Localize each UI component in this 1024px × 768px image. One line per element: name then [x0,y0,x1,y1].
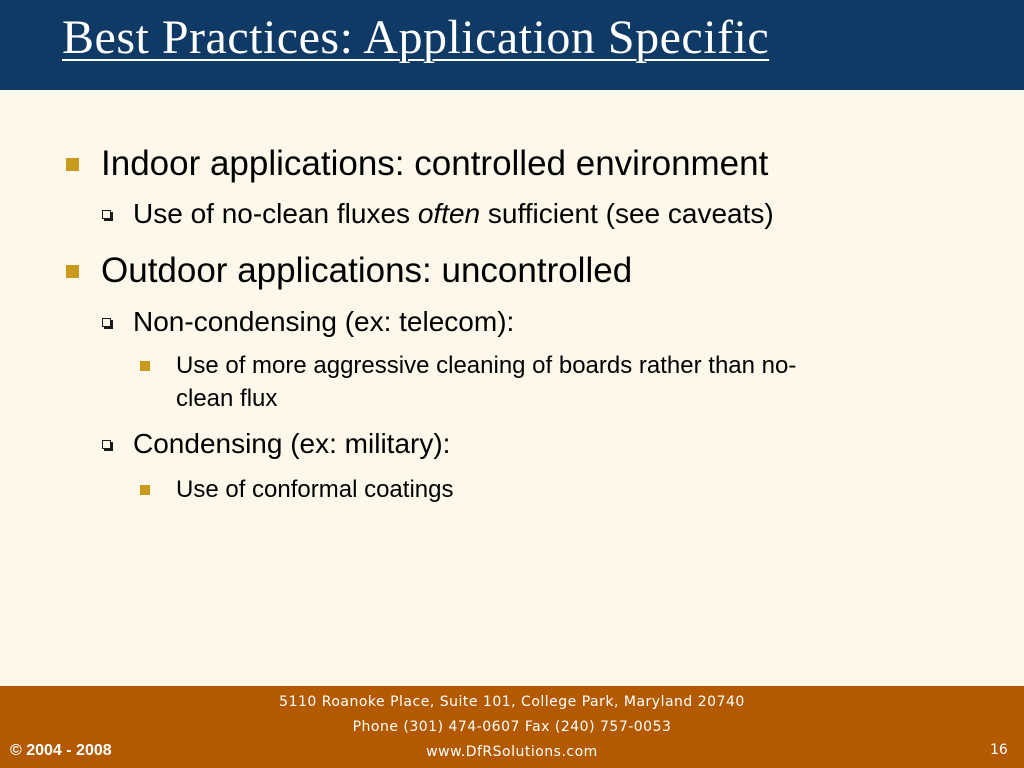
square-bullet-icon [140,361,150,371]
sub-sub-bullet-text: Use of conformal coatings [176,476,454,503]
text-part: sufficient (see caveats) [480,198,774,229]
bullet-text: Indoor applications: controlled environment [101,144,769,183]
box-bullet-icon [102,440,111,449]
sub-bullet-text: Condensing (ex: military): [133,428,451,459]
sub-sub-bullet-coatings [140,473,453,506]
sub-bullet-text: Non-condensing (ex: telecom): [133,306,515,337]
square-bullet-icon [66,158,79,171]
page-number: 16 [990,742,1008,758]
box-bullet-icon [102,318,111,327]
footer-phone: Phone (301) 474-0607 Fax (240) 757-0053 [352,719,672,735]
square-bullet-icon [140,485,150,495]
sub-bullet-condensing [102,427,450,461]
bullet-outdoor [66,251,632,291]
text-line: Use of more aggressive cleaning of boards rather than no- [176,352,797,379]
bullet-text: Outdoor applications: uncontrolled [101,251,633,290]
sub-bullet-non-condensing [102,305,514,339]
copyright-text: © 2004 - 2008 [10,742,112,759]
title-bar [0,0,1024,90]
square-bullet-icon [66,265,79,278]
text-part: Use of no-clean fluxes [133,198,418,229]
box-bullet-icon [102,210,111,219]
slide-title: Best Practices: Application Specific [62,11,770,64]
footer-website: www.DfRSolutions.com [426,744,598,760]
bullet-indoor [66,144,768,184]
emphasis-text: often [417,198,481,229]
sub-sub-bullet-cleaning [140,349,796,415]
footer-address: 5110 Roanoke Place, Suite 101, College Park, Maryland 20740 [279,694,745,710]
sub-bullet-no-clean [102,197,774,231]
sub-sub-bullet-text [176,349,796,415]
text-line: clean flux [176,385,278,412]
sub-bullet-text [133,197,774,231]
